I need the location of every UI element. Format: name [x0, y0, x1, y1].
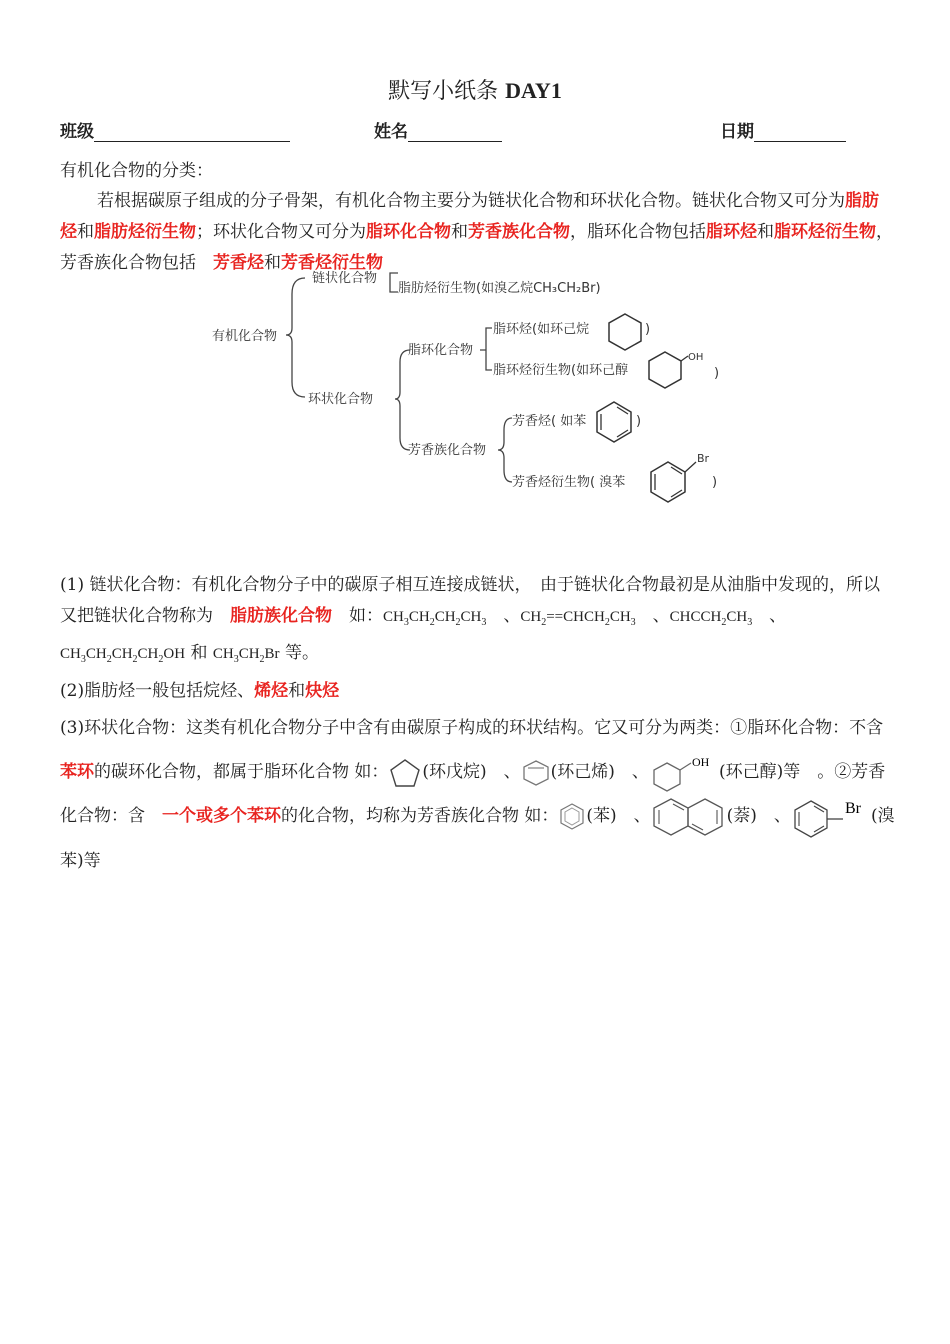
- diagram-ring: 环状化合物: [308, 392, 374, 407]
- date-blank[interactable]: [754, 125, 846, 142]
- class-label: 班级: [60, 122, 94, 141]
- answer-alkene: 烯烃: [254, 681, 289, 701]
- diagram-aromatic: 芳香族化合物: [408, 443, 487, 458]
- bromobenzene-icon: [791, 795, 871, 839]
- answer-aliphatic-compound: 脂肪族化合物: [230, 606, 332, 626]
- diagram-alicyclic-hc: 脂环烃(如环己烷: [493, 322, 590, 337]
- diagram-aromatic-deriv: 芳香烃衍生物( 溴苯: [512, 475, 626, 490]
- section1-sep2: 、: [635, 606, 670, 626]
- answer-aromatic-deriv: 芳香烃衍生物: [281, 253, 383, 273]
- section1-a: (1) 链状化合物：有机化合物分子中的碳原子相互连接成链状， 由于链状化合物最初是从油脂中发现的，所以又把链状化合物称为: [60, 575, 880, 626]
- page-title: [0, 74, 950, 105]
- section1-and: 和: [190, 643, 208, 663]
- diagram-alicyclic-deriv: 脂环烃衍生物(如环己醇: [493, 363, 629, 378]
- intro-p1-g: ，芳香族化合物包括: [60, 222, 893, 273]
- answer-aromatic-hc: 芳香烃: [213, 253, 264, 273]
- diagram-close: ): [645, 322, 651, 337]
- section3-b: 的碳环化合物，都属于脂环化合物 如：: [94, 762, 389, 782]
- section-2: [60, 676, 339, 701]
- intro-p1-a: 若根据碳原子组成的分子骨架，有机化合物主要分为链状化合物和环状化合物。链状化合物又可分为: [97, 191, 845, 211]
- section3-oh: OH: [691, 754, 710, 769]
- diagram-close: ): [712, 475, 718, 490]
- section2-b: 和: [288, 681, 306, 701]
- diagram-close: ): [636, 414, 642, 429]
- diagram-oh: OH: [688, 352, 704, 363]
- section3-e3: (溴苯)等: [60, 806, 895, 871]
- answer-alkyne: 炔烃: [305, 681, 340, 701]
- answer-aliphatic-deriv: 脂肪烃衍生物: [94, 222, 196, 242]
- cyclohexane-icon: [609, 314, 641, 350]
- formula-butyne: $CHCCH_2CH_3$: [669, 609, 753, 628]
- section3-c3: (环己醇)等 。②芳香化合物：含: [60, 762, 886, 826]
- intro-p1-c: ；环状化合物又可分为: [196, 222, 366, 242]
- diagram-aromatic-hc: 芳香烃( 如苯: [512, 414, 587, 429]
- class-field[interactable]: [60, 117, 290, 142]
- answer-alicyclic-hc: 脂环烃: [706, 222, 757, 242]
- section1-sep3: 、: [752, 606, 795, 626]
- cyclopentane-icon: [388, 758, 422, 788]
- formula-butanol: $CH_3CH_2CH_2CH_2OH$: [60, 646, 186, 665]
- diagram-chain: 链状化合物: [312, 271, 378, 286]
- diagram-br: Br: [697, 452, 710, 465]
- intro-p1-e: ，脂环化合物包括: [570, 222, 706, 242]
- intro-p1-b: 和: [77, 222, 94, 242]
- diagram-chain-deriv: 脂肪烃衍生物(如溴乙烷CH₃CH₂Br): [398, 281, 601, 296]
- section3-c2: (环己烯) 、: [550, 762, 649, 782]
- intro-p1-f: 和: [757, 222, 774, 242]
- answer-benzene-ring: 苯环: [60, 762, 94, 782]
- answer-aromatic: 芳香族化合物: [468, 222, 570, 242]
- intro-p1-d: 和: [451, 222, 468, 242]
- cyclohexanol-icon: [649, 352, 681, 388]
- naphthalene-icon: [651, 795, 727, 839]
- name-field[interactable]: [374, 117, 502, 142]
- section3-br: Br: [844, 799, 861, 817]
- diagram-alicyclic: 脂环化合物: [408, 343, 474, 358]
- intro-paragraph: [60, 186, 895, 279]
- class-blank[interactable]: [94, 125, 290, 142]
- section3-d: 的化合物，均称为芳香族化合物 如：: [281, 806, 559, 826]
- section3-c1: (环戊烷) 、: [422, 762, 521, 782]
- benzene-icon: [558, 802, 586, 832]
- section1-sep1: 、: [486, 606, 521, 626]
- section1-b: 如：: [332, 606, 383, 626]
- benzene-icon: [597, 402, 631, 442]
- diagram-root: 有机化合物: [212, 329, 278, 344]
- section-3: [60, 706, 895, 883]
- date-field[interactable]: [720, 117, 846, 142]
- section3-a: (3)环状化合物：这类有机化合物分子中含有由碳原子构成的环状结构。它又可分为两类：①脂环化合物：不含: [60, 718, 884, 738]
- formula-butane: $CH_3CH_2CH_2CH_3$: [383, 609, 487, 628]
- cyclohexene-icon: [521, 758, 551, 788]
- section3-e2: (萘) 、: [726, 806, 791, 826]
- answer-aliphatic-hc: 脂肪烃: [60, 191, 879, 242]
- section2-a: (2)脂肪烃一般包括烷烃、: [60, 681, 255, 701]
- intro-p1-h: 和: [264, 253, 281, 273]
- title-cn: 默写小纸条: [388, 79, 499, 104]
- title-day: DAY1: [505, 78, 562, 103]
- diagram-close: ): [714, 366, 720, 381]
- answer-alicyclic: 脂环化合物: [366, 222, 451, 242]
- formula-butene: $CH_2==CHCH_2CH_3$: [520, 609, 636, 628]
- section-1: [60, 570, 895, 675]
- classification-tree-diagram: [200, 270, 740, 510]
- section1-end: 等。: [284, 643, 319, 663]
- bromobenzene-icon: [651, 462, 696, 502]
- cyclohexanol-icon: [649, 753, 719, 793]
- date-label: 日期: [720, 122, 754, 141]
- answer-alicyclic-deriv: 脂环烃衍生物: [774, 222, 876, 242]
- intro-heading: 有机化合物的分类：: [60, 161, 213, 181]
- section3-e1: (苯) 、: [586, 806, 651, 826]
- answer-benzene-rings: 一个或多个苯环: [162, 806, 281, 826]
- name-blank[interactable]: [408, 125, 502, 142]
- name-label: 姓名: [374, 122, 408, 141]
- formula-bromoethane: $CH_3CH_2Br$: [212, 646, 280, 665]
